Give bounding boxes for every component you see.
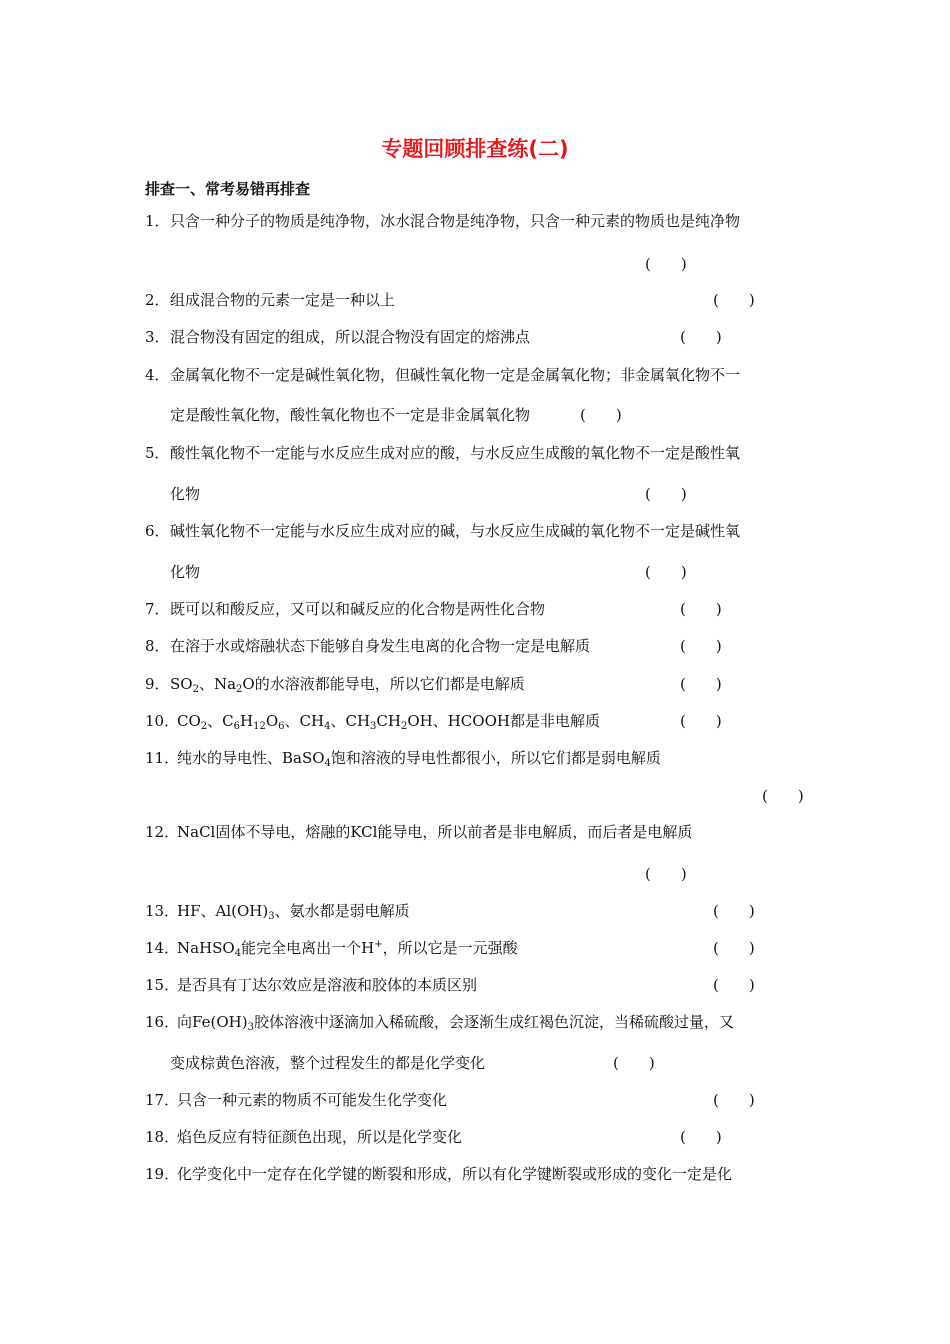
answer-bracket[interactable]: ( ) xyxy=(680,1128,722,1146)
question-number: 17． xyxy=(145,1091,180,1109)
question-text: 混合物没有固定的组成，所以混合物没有固定的熔沸点 xyxy=(170,328,531,346)
answer-bracket[interactable]: ( ) xyxy=(713,976,755,994)
question-number: 2． xyxy=(145,291,170,309)
question-text: HF、$Al(OH)_3$、氨水都是弱电解质 xyxy=(177,902,410,922)
question-number: 11． xyxy=(145,749,180,767)
answer-bracket[interactable]: ( ) xyxy=(645,485,687,503)
question-text-cont: 化物 xyxy=(170,563,201,581)
answer-bracket[interactable]: ( ) xyxy=(713,1091,755,1109)
question-text: 金属氧化物不一定是碱性氧化物，但碱性氧化物一定是金属氧化物；非金属氧化物不一 xyxy=(170,366,741,384)
question-text: 组成混合物的元素一定是一种以上 xyxy=(170,291,396,309)
section-heading: 排查一、常考易错再排查 xyxy=(145,180,311,198)
question-number: 15． xyxy=(145,976,180,994)
question-number: 1． xyxy=(145,212,170,230)
question-text: $CO_2$、$C_6H_{12}O_6$、$CH_4$、$CH_3CH_2OH$、HCOOH都是非电解质 xyxy=(177,712,600,732)
question-text: 化学变化中一定存在化学键的断裂和形成，所以有化学键断裂或形成的变化一定是化 xyxy=(177,1165,733,1183)
question-number: 13． xyxy=(145,902,180,920)
question-number: 4． xyxy=(145,366,170,384)
answer-bracket[interactable]: ( ) xyxy=(680,675,722,693)
question-text: 是否具有丁达尔效应是溶液和胶体的本质区别 xyxy=(177,976,478,994)
question-text: 酸性氧化物不一定能与水反应生成对应的酸，与水反应生成酸的氧化物不一定是酸性氧 xyxy=(170,444,741,462)
question-number: 10． xyxy=(145,712,180,730)
question-number: 3． xyxy=(145,328,170,346)
question-number: 14． xyxy=(145,939,180,957)
question-text: $SO_2$、$Na_2O$的水溶液都能导电，所以它们都是电解质 xyxy=(170,675,525,695)
question-number: 16． xyxy=(145,1013,180,1031)
answer-bracket[interactable]: ( ) xyxy=(680,600,722,618)
answer-bracket[interactable]: ( ) xyxy=(713,939,755,957)
answer-bracket[interactable]: ( ) xyxy=(680,637,722,655)
question-number: 18． xyxy=(145,1128,180,1146)
answer-bracket[interactable]: ( ) xyxy=(580,406,622,424)
question-text-cont: 定是酸性氧化物，酸性氧化物也不一定是非金属氧化物 xyxy=(170,406,531,424)
answer-bracket[interactable]: ( ) xyxy=(645,563,687,581)
question-text-cont: 变成棕黄色溶液，整个过程发生的都是化学变化 xyxy=(170,1054,486,1072)
question-text: 纯水的导电性、BaSO$_4$饱和溶液的导电性都很小，所以它们都是弱电解质 xyxy=(177,749,661,769)
question-number: 19． xyxy=(145,1165,180,1183)
question-number: 9． xyxy=(145,675,170,693)
question-text: NaHSO$_4$能完全电离出一个H+，所以它是一元强酸 xyxy=(177,939,518,959)
answer-bracket[interactable]: ( ) xyxy=(645,865,687,883)
page-title: 专题回顾排查练(二) xyxy=(381,137,569,161)
question-text: 焰色反应有特征颜色出现，所以是化学变化 xyxy=(177,1128,463,1146)
answer-bracket[interactable]: ( ) xyxy=(613,1054,655,1072)
question-number: 8． xyxy=(145,637,170,655)
answer-bracket[interactable]: ( ) xyxy=(762,787,804,805)
answer-bracket[interactable]: ( ) xyxy=(680,712,722,730)
question-text: 碱性氧化物不一定能与水反应生成对应的碱，与水反应生成碱的氧化物不一定是碱性氧 xyxy=(170,522,741,540)
question-text-cont: 化物 xyxy=(170,485,201,503)
answer-bracket[interactable]: ( ) xyxy=(713,291,755,309)
question-text: 向$Fe(OH)_3$胶体溶液中逐滴加入稀硫酸，会逐渐生成红褐色沉淀，当稀硫酸过量，又 xyxy=(177,1013,734,1033)
answer-bracket[interactable]: ( ) xyxy=(680,328,722,346)
question-text: 只含一种元素的物质不可能发生化学变化 xyxy=(177,1091,448,1109)
question-number: 5． xyxy=(145,444,170,462)
answer-bracket[interactable]: ( ) xyxy=(713,902,755,920)
question-number: 6． xyxy=(145,522,170,540)
question-number: 7． xyxy=(145,600,170,618)
question-text: NaCl固体不导电，熔融的KCl能导电，所以前者是非电解质，而后者是电解质 xyxy=(177,823,693,841)
question-text: 既可以和酸反应，又可以和碱反应的化合物是两性化合物 xyxy=(170,600,546,618)
question-number: 12． xyxy=(145,823,180,841)
question-text: 只含一种分子的物质是纯净物，冰水混合物是纯净物，只含一种元素的物质也是纯净物 xyxy=(170,212,741,230)
answer-bracket[interactable]: ( ) xyxy=(645,255,687,273)
question-text: 在溶于水或熔融状态下能够自身发生电离的化合物一定是电解质 xyxy=(170,637,591,655)
